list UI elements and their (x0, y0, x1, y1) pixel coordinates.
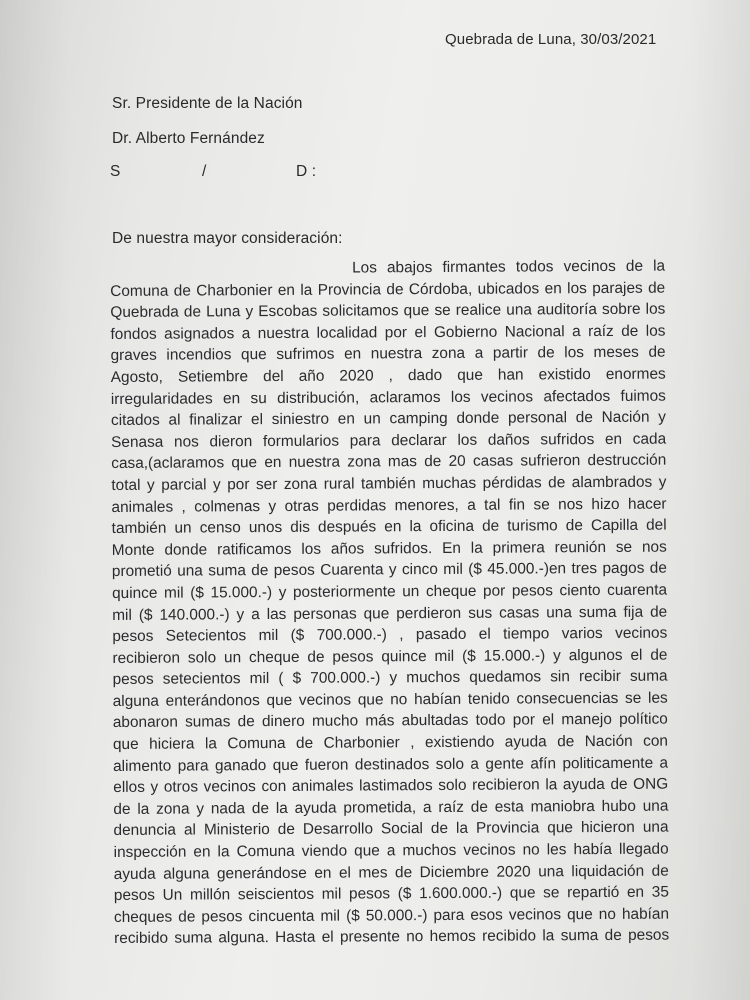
body-line: animales , colmenas y otras perdidas menores, a tal fin se nos hizo hacer (111, 495, 667, 516)
body-line: fondos asignados a nuestra localidad por el Gobierno Nacional a raíz de los (110, 322, 666, 343)
body-line: total y parcial y por ser zona rural también muchas pérdidas de alambrados y (111, 473, 667, 494)
body-line: prometió una suma de pesos Cuarenta y cinco mil ($ 45.000.-)en tres pagos de (111, 559, 667, 581)
place-date: Quebrada de Luna, 30/03/2021 (445, 31, 657, 48)
body-line: casa,(aclaramos que en nuestra zona mas de 20 casas sufrieron destrucción (111, 451, 667, 473)
body-line: que hiciera la Comuna de Charbonier , existiendo ayuda de Nación con (112, 732, 669, 754)
body-line: graves incendios que sufrimos en nuestra zona a partir de los meses de (110, 343, 666, 365)
body-line: pesos Setecientos mil ($ 700.000.-) , pasado el tiempo varios vecinos (112, 624, 668, 646)
body-line: denuncia al Ministerio de Desarrollo Social de la Provincia que hicieron una (113, 819, 669, 840)
body-line: Los abajos firmantes todos vecinos de la (352, 257, 666, 277)
body-line: ellos y otros vecinos con animales lastimados solo recibieron la ayuda de ONG (113, 775, 669, 797)
body-line: ayuda alguna generándose en el mes de Diciembre 2020 una liquidación de (113, 862, 669, 883)
paper-shadow-right (690, 0, 750, 1000)
body-line: alimento para ganado que fueron destinados solo a gente afín politicamente a (113, 754, 669, 775)
body-line: cheques de pesos cincuenta mil ($ 50.000.-) para esos vecinos que no habían (113, 905, 670, 926)
body-line: Agosto, Setiembre del año 2020 , dado que han existido enormes (110, 365, 666, 386)
sd-s: S (110, 163, 121, 180)
body-line: pesos Un millón seiscientos mil pesos ($ 1.600.000.-) que se repartió en 35 (113, 883, 669, 905)
addressee-name: Dr. Alberto Fernández (112, 130, 265, 147)
body-line: inspección en la Comuna viendo que a muchos vecinos no les había llegado (113, 840, 669, 862)
body-line: de la zona y nada de la ayuda prometida, a raíz de esta maniobra hubo una (113, 797, 669, 818)
body-line: Comuna de Charbonier en la Provincia de Córdoba, ubicados en los parajes de (110, 279, 666, 300)
addressee-title: Sr. Presidente de la Nación (112, 95, 303, 112)
body-line: Quebrada de Luna y Escobas solicitamos que se realice una auditoría sobre los (110, 300, 666, 322)
body-line: Monte donde ratificamos los años sufridos. En la primera reunión se nos (111, 538, 667, 559)
paper-shadow-left (0, 0, 70, 1000)
body-line: abonaron sumas de dinero mucho más abultadas todo por el manejo político (112, 711, 668, 732)
body-line: recibido suma alguna. Hasta el presente no hemos recibido la suma de pesos (114, 927, 670, 948)
body-line: citados al finalizar el siniestro en un camping donde personal de Nación y (110, 408, 667, 430)
body-line: quince mil ($ 15.000.-) y posteriormente un cheque por pesos ciento cuarenta (111, 581, 668, 602)
sd-slash: / (202, 163, 207, 180)
body-line: recibieron solo un cheque de pesos quince mil ($ 15.000.-) y algunos el de (112, 646, 668, 667)
letter-body (110, 256, 669, 950)
greeting: De nuestra mayor consideración: (112, 230, 343, 247)
body-line: alguna enterándonos que vecinos que no habían tenido consecuencias se les (112, 689, 668, 710)
body-line: mil ($ 140.000.-) y a las personas que perdieron sus casas una suma fija de (112, 603, 668, 624)
body-line: pesos setecientos mil ( $ 700.000.-) y muchos quedamos sin recibir suma (112, 667, 668, 689)
body-line: irregularidades en su distribución, aclaramos los vecinos afectados fuimos (110, 387, 666, 408)
body-line: también un censo unos dis después en la oficina de turismo de Capilla del (111, 516, 667, 538)
sd-d: D : (296, 163, 317, 180)
body-line: Senasa nos dieron formularios para declarar los daños sufridos en cada (111, 430, 667, 451)
